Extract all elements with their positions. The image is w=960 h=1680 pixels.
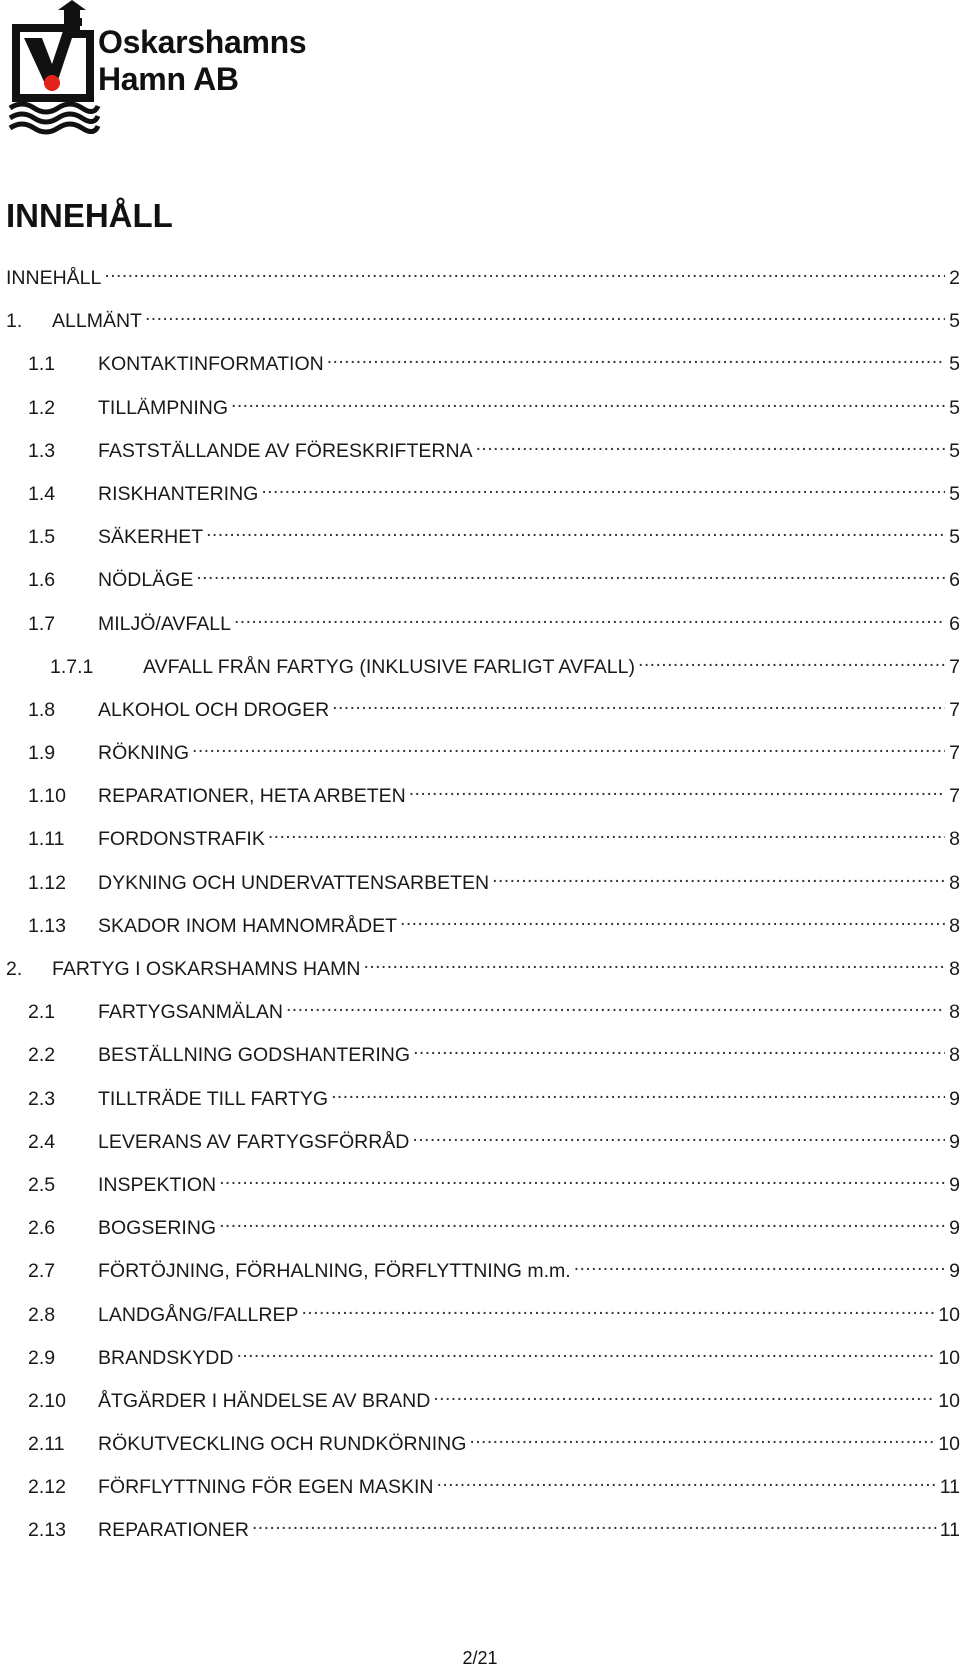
toc-entry-page: 11: [939, 1476, 960, 1499]
toc-entry-number: 2.12: [28, 1476, 66, 1499]
toc-entry-number: 1.9: [28, 742, 56, 765]
toc-dot-leader: [286, 992, 945, 1018]
toc-entry[interactable]: [6, 863, 960, 906]
toc-entry-page: 5: [949, 353, 960, 376]
toc-entry-page: 10: [938, 1346, 960, 1369]
toc-entry-page: 7: [949, 742, 960, 765]
toc-entry[interactable]: [6, 1381, 960, 1424]
toc-dot-leader: [400, 906, 945, 932]
toc-entry-label: RISKHANTERING: [98, 482, 259, 505]
toc-entry[interactable]: [6, 949, 960, 992]
toc-entry[interactable]: [6, 1467, 960, 1510]
toc-dot-leader: [196, 560, 945, 586]
toc-entry-label: SKADOR INOM HAMNOMRÅDET: [98, 914, 398, 937]
toc-entry-page: 9: [949, 1217, 960, 1240]
toc-entry-page: 8: [949, 914, 960, 937]
toc-dot-leader: [412, 1122, 945, 1148]
toc-entry-label: NÖDLÄGE: [98, 569, 194, 592]
toc-entry-label: REPARATIONER, HETA ARBETEN: [98, 785, 406, 808]
toc-dot-leader: [469, 1424, 935, 1450]
toc-entry-number: 1.8: [28, 698, 56, 721]
toc-entry-page: 7: [949, 655, 960, 678]
toc-entry[interactable]: [6, 1295, 960, 1338]
toc-entry-page: 10: [938, 1303, 960, 1326]
toc-entry-label: DYKNING OCH UNDERVATTENSARBETEN: [98, 871, 490, 894]
toc-dot-leader: [104, 258, 945, 284]
toc-entry-page: 8: [949, 1001, 960, 1024]
toc-dot-leader: [433, 1381, 935, 1407]
toc-dot-leader: [492, 863, 945, 889]
toc-dot-leader: [332, 690, 945, 716]
toc-dot-leader: [476, 431, 945, 457]
toc-entry-number: 1.10: [28, 785, 66, 808]
toc-entry-label: KONTAKTINFORMATION: [98, 353, 324, 376]
toc-entry-page: 11: [939, 1519, 960, 1542]
toc-entry[interactable]: [6, 1424, 960, 1467]
toc-entry-label: ÅTGÄRDER I HÄNDELSE AV BRAND: [98, 1389, 431, 1412]
toc-entry-page: 7: [949, 698, 960, 721]
toc-entry-label: RÖKNING: [98, 742, 190, 765]
toc-entry-number: 1.6: [28, 569, 56, 592]
toc-entry-page: 10: [938, 1433, 960, 1456]
toc-entry[interactable]: [6, 992, 960, 1035]
toc-entry-label: LANDGÅNG/FALLREP: [98, 1303, 299, 1326]
toc-entry-number: 2.3: [28, 1087, 56, 1110]
toc-entry[interactable]: [6, 906, 960, 949]
toc-dot-leader: [413, 1035, 945, 1061]
toc-entry-number: 1.: [6, 310, 23, 333]
toc-entry-number: 2.5: [28, 1173, 56, 1196]
toc-dot-leader: [234, 604, 945, 630]
toc-dot-leader: [363, 949, 945, 975]
toc-entry-number: 1.11: [28, 828, 65, 851]
toc-entry[interactable]: [6, 1122, 960, 1165]
toc-dot-leader: [409, 776, 945, 802]
toc-entry-label: BOGSERING: [98, 1217, 217, 1240]
toc-entry-page: 9: [949, 1260, 960, 1283]
toc-entry-number: 2.1: [28, 1001, 56, 1024]
toc-entry[interactable]: [6, 1208, 960, 1251]
toc-entry-page: 8: [949, 871, 960, 894]
toc-entry-label: TILLTRÄDE TILL FARTYG: [98, 1087, 329, 1110]
toc-entry-label: FASTSTÄLLANDE AV FÖRESKRIFTERNA: [98, 439, 473, 462]
toc-entry-number: 1.3: [28, 439, 56, 462]
toc-dot-leader: [261, 474, 945, 500]
toc-entry-number: 2.11: [28, 1433, 65, 1456]
toc-dot-leader: [327, 344, 945, 370]
toc-entry[interactable]: [6, 733, 960, 776]
toc-dot-leader: [206, 517, 945, 543]
toc-entry-label: INSPEKTION: [98, 1173, 217, 1196]
toc-entry-label: FÖRTÖJNING, FÖRHALNING, FÖRFLYTTNING m.m.: [98, 1260, 571, 1283]
toc-entry-page: 8: [949, 958, 960, 980]
toc-entry-label: BRANDSKYDD: [98, 1346, 234, 1369]
toc-dot-leader: [219, 1165, 945, 1191]
toc-entry[interactable]: [6, 647, 960, 690]
toc-entry[interactable]: [6, 560, 960, 603]
toc-entry-page: 10: [938, 1389, 960, 1412]
toc-entry-number: 2.8: [28, 1303, 56, 1326]
toc-entry[interactable]: [6, 1251, 960, 1294]
toc-entry[interactable]: [6, 1035, 960, 1078]
toc-entry[interactable]: [6, 474, 960, 517]
toc-entry-number: 2.7: [28, 1260, 56, 1283]
toc-entry[interactable]: [6, 1165, 960, 1208]
toc-dot-leader: [331, 1079, 945, 1105]
page-number: 2/21: [462, 1648, 498, 1668]
toc-entry[interactable]: [6, 344, 960, 387]
toc-dot-leader: [219, 1208, 945, 1234]
toc-entry-number: 2.6: [28, 1217, 56, 1240]
toc-entry-page: 5: [949, 526, 960, 549]
toc-entry[interactable]: [6, 1079, 960, 1122]
toc-entry-number: 1.12: [28, 871, 66, 894]
toc-entry-label: INNEHÅLL: [6, 267, 102, 289]
toc-dot-leader: [301, 1295, 935, 1321]
toc-entry-label: ALKOHOL OCH DROGER: [98, 698, 330, 721]
toc-dot-leader: [574, 1251, 945, 1277]
toc-entry[interactable]: [6, 431, 960, 474]
toc-entry-number: 1.13: [28, 914, 66, 937]
toc-entry-number: 1.1: [28, 353, 56, 376]
oskarshamns-hamn-logo-icon: [6, 0, 102, 136]
toc-entry-number: 2.13: [28, 1519, 66, 1542]
toc-entry-number: 1.5: [28, 526, 56, 549]
toc-entry-label: FARTYGSANMÄLAN: [98, 1001, 283, 1024]
toc-entry[interactable]: [6, 258, 960, 301]
toc-entry-label: FARTYG I OSKARSHAMNS HAMN: [52, 958, 361, 980]
toc-entry[interactable]: [6, 1510, 960, 1553]
toc-entry[interactable]: [6, 819, 960, 862]
toc-dot-leader: [231, 388, 945, 414]
toc-entry-number: 1.7: [28, 612, 56, 635]
toc-entry-label: REPARATIONER: [98, 1519, 249, 1542]
toc-entry-number: 2.2: [28, 1044, 56, 1067]
toc-entry[interactable]: [6, 1338, 960, 1381]
company-name: [98, 24, 306, 98]
toc-dot-leader: [192, 733, 945, 759]
toc-dot-leader: [252, 1510, 937, 1536]
toc-entry-number: 2.4: [28, 1130, 56, 1153]
toc-entry-label: ALLMÄNT: [52, 310, 142, 333]
toc-entry-page: 5: [949, 439, 960, 462]
toc-heading: INNEHÅLL: [6, 197, 173, 234]
toc-dot-leader: [236, 1338, 935, 1364]
toc-entry[interactable]: [6, 301, 960, 344]
toc-entry-number: 1.7.1: [50, 655, 94, 678]
toc-entry-page: 9: [949, 1173, 960, 1196]
toc-entry[interactable]: [6, 776, 960, 819]
toc-entry-page: 9: [949, 1130, 960, 1153]
toc-entry-page: 5: [949, 310, 960, 333]
toc-entry[interactable]: [6, 517, 960, 560]
toc-entry[interactable]: [6, 604, 960, 647]
toc-entry-page: 9: [949, 1087, 960, 1110]
toc-entry-page: 2: [949, 267, 960, 289]
toc-entry-label: BESTÄLLNING GODSHANTERING: [98, 1044, 411, 1067]
toc-entry-page: 7: [949, 785, 960, 808]
toc-entry-number: 2.9: [28, 1346, 56, 1369]
toc-dot-leader: [145, 301, 945, 327]
toc-entry[interactable]: [6, 690, 960, 733]
toc-entry-label: TILLÄMPNING: [98, 396, 229, 419]
toc-entry-label: RÖKUTVECKLING OCH RUNDKÖRNING: [98, 1433, 467, 1456]
table-of-contents: [6, 258, 960, 1554]
toc-entry-number: 1.2: [28, 396, 56, 419]
company-name-line1: Oskarshamns: [98, 24, 307, 60]
toc-entry-page: 6: [949, 612, 960, 635]
toc-entry-label: AVFALL FRÅN FARTYG (INKLUSIVE FARLIGT AVFALL): [143, 655, 635, 678]
toc-entry-label: FORDONSTRAFIK: [98, 828, 265, 851]
toc-dot-leader: [268, 819, 945, 845]
toc-entry-page: 5: [949, 396, 960, 419]
toc-entry-page: 8: [949, 828, 960, 851]
toc-dot-leader: [638, 647, 945, 673]
toc-entry-label: MILJÖ/AVFALL: [98, 612, 231, 635]
toc-entry-label: FÖRFLYTTNING FÖR EGEN MASKIN: [98, 1476, 434, 1499]
toc-entry-page: 5: [949, 482, 960, 505]
toc-entry-number: 2.10: [28, 1389, 66, 1412]
toc-entry-number: 1.4: [28, 482, 56, 505]
toc-entry[interactable]: [6, 388, 960, 431]
toc-entry-number: 2.: [6, 958, 23, 980]
toc-entry-page: 8: [949, 1044, 960, 1067]
toc-entry-label: LEVERANS AV FARTYGSFÖRRÅD: [98, 1130, 410, 1153]
toc-entry-label: SÄKERHET: [98, 526, 204, 549]
company-name-line2: Hamn AB: [98, 61, 239, 97]
toc-entry-page: 6: [949, 569, 960, 592]
toc-dot-leader: [437, 1467, 937, 1493]
